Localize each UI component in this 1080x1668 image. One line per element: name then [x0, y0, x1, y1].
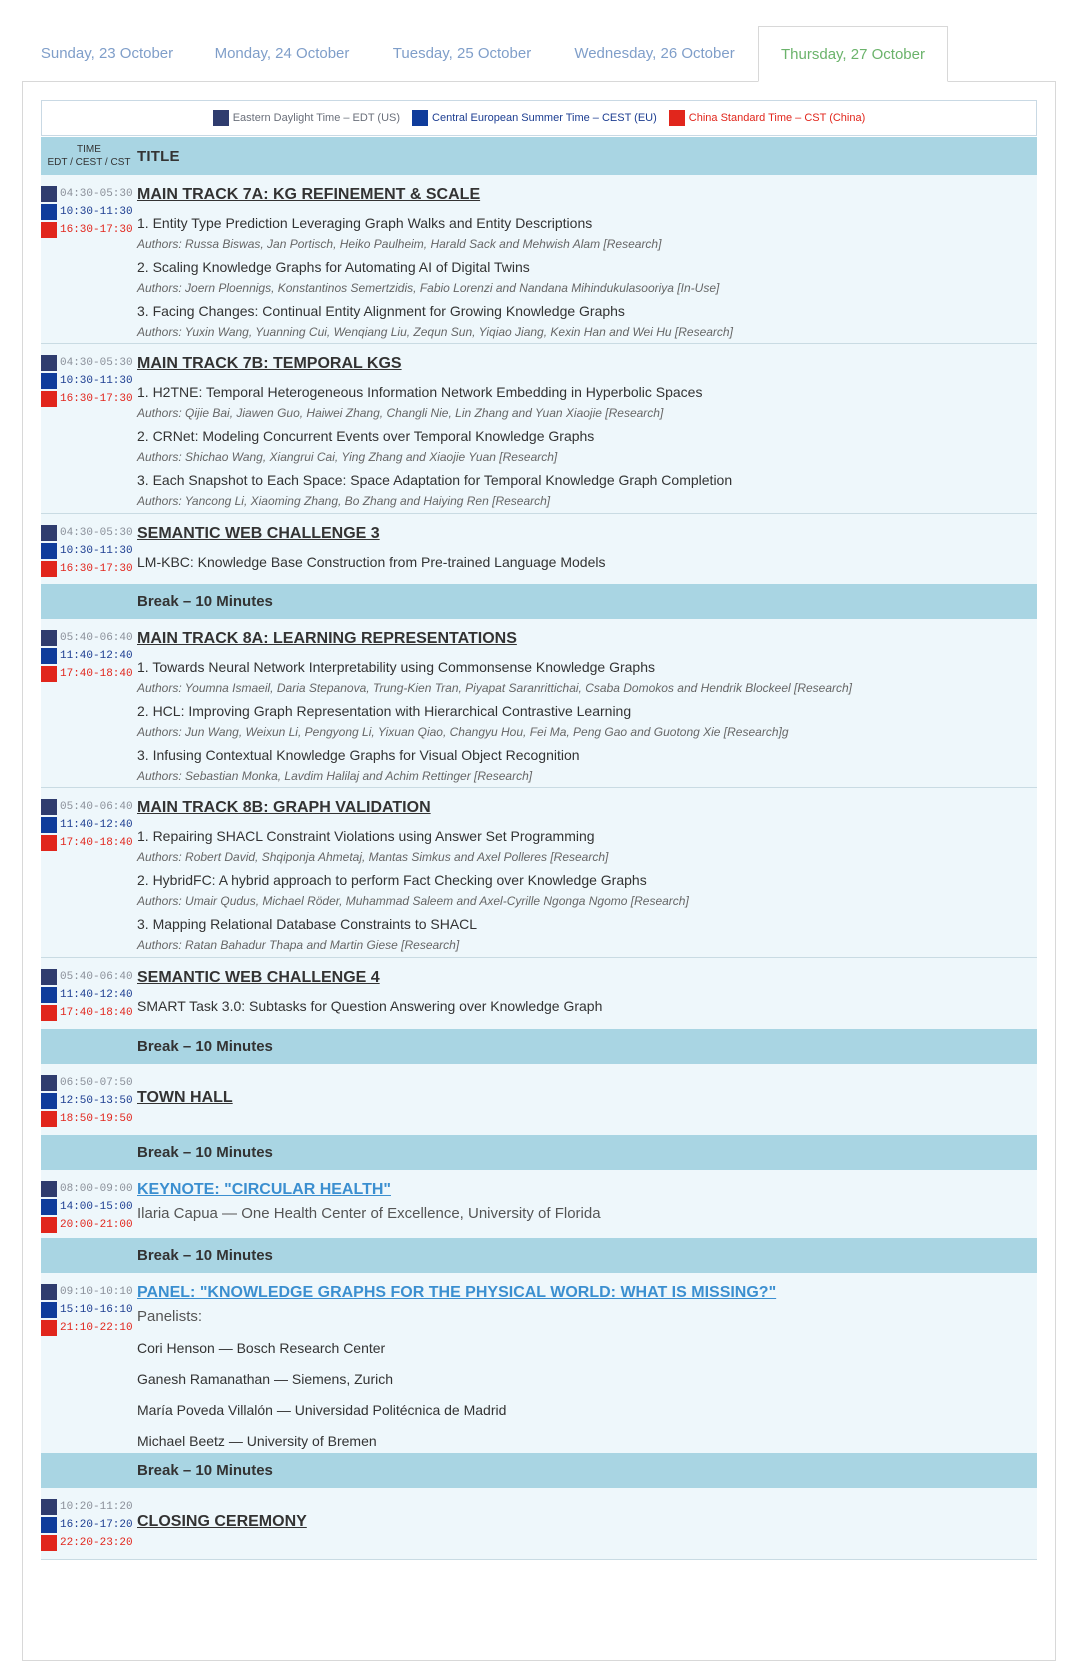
session-times [41, 1488, 137, 1559]
cst-time: 17:40-18:40 [60, 668, 133, 680]
schedule-panel [22, 81, 1056, 1661]
paper-authors: Authors: Jun Wang, Weixun Li, Pengyong Li, Yixuan Qiao, Changyu Hou, Fei Ma, Peng Gao and Guotong Xie [Research]g [137, 725, 789, 739]
cst-swatch [41, 666, 57, 682]
paper-title: 2. HCL: Improving Graph Representation with Hierarchical Contrastive Learning [137, 703, 632, 719]
cst-time: 16:30-17:30 [60, 224, 133, 236]
day-tabs [22, 26, 1056, 82]
session-row [41, 788, 1037, 958]
cst-time: 20:00-21:00 [60, 1219, 133, 1231]
paper-authors: Authors: Shichao Wang, Xiangrui Cai, Ying Zhang and Xiaojie Yuan [Research] [137, 450, 558, 464]
edt-swatch [41, 630, 57, 646]
cest-time: 11:40-12:40 [60, 989, 133, 1001]
break-row: Break – 10 Minutes [41, 1238, 1037, 1273]
edt-time: 05:40-06:40 [60, 632, 133, 644]
paper-authors: Authors: Robert David, Shqiponja Ahmetaj, Mantas Simkus and Axel Polleres [Research] [137, 850, 609, 864]
panel-link[interactable]: PANEL: "KNOWLEDGE GRAPHS FOR THE PHYSICAL WORLD: WHAT IS MISSING?" [137, 1284, 777, 1301]
edt-swatch [41, 1075, 57, 1091]
keynote-speaker: Ilaria Capua — One Health Center of Excellence, University of Florida [137, 1205, 601, 1222]
cst-time: 17:40-18:40 [60, 1007, 133, 1019]
cst-time: 17:40-18:40 [60, 837, 133, 849]
keynote-link[interactable]: KEYNOTE: "CIRCULAR HEALTH" [137, 1181, 391, 1198]
cst-swatch [41, 1217, 57, 1233]
break-row: Break – 10 Minutes [41, 1135, 1037, 1170]
session-title-8a[interactable]: MAIN TRACK 8A: LEARNING REPRESENTATIONS [137, 630, 517, 647]
cst-time: 16:30-17:30 [60, 563, 133, 575]
session-times [41, 958, 137, 1029]
session-row [41, 514, 1037, 584]
cst-swatch [41, 222, 57, 238]
paper-title: 1. Towards Neural Network Interpretability using Commonsense Knowledge Graphs [137, 659, 655, 675]
tab-thursday[interactable]: Thursday, 27 October [758, 26, 948, 82]
paper-title: 1. Entity Type Prediction Leveraging Graph Walks and Entity Descriptions [137, 215, 593, 231]
session-row [41, 1064, 1037, 1135]
session-title-closing[interactable]: CLOSING CEREMONY [137, 1513, 307, 1530]
session-times [41, 1170, 137, 1238]
session-title-townhall[interactable]: TOWN HALL [137, 1089, 233, 1106]
legend-edt: Eastern Daylight Time – EDT (US) [213, 110, 400, 126]
paper-authors: Authors: Sebastian Monka, Lavdim Halilaj and Achim Rettinger [Research] [137, 769, 533, 783]
cest-swatch [41, 373, 57, 389]
cest-time: 10:30-11:30 [60, 206, 133, 218]
paper-authors: Authors: Joern Ploennigs, Konstantinos Semertzidis, Fabio Lorenzi and Nandana Mihindukulasooriya [In-Use] [137, 281, 720, 295]
paper-title: 3. Facing Changes: Continual Entity Alignment for Growing Knowledge Graphs [137, 303, 625, 319]
cst-swatch [41, 1005, 57, 1021]
timezone-legend [41, 100, 1037, 136]
session-title-swc4[interactable]: SEMANTIC WEB CHALLENGE 4 [137, 969, 380, 986]
paper-authors: Authors: Russa Biswas, Jan Portisch, Heiko Paulheim, Harald Sack and Mehwish Alam [Research] [137, 237, 662, 251]
tab-tuesday[interactable]: Tuesday, 25 October [392, 45, 532, 62]
cst-swatch [41, 561, 57, 577]
cst-time: 18:50-19:50 [60, 1113, 133, 1125]
session-title-swc3[interactable]: SEMANTIC WEB CHALLENGE 3 [137, 525, 380, 542]
cst-time: 21:10-22:10 [60, 1322, 133, 1334]
cst-time: 16:30-17:30 [60, 393, 133, 405]
cest-swatch [41, 817, 57, 833]
cest-swatch [41, 987, 57, 1003]
edt-time: 04:30-05:30 [60, 357, 133, 369]
cest-swatch [41, 204, 57, 220]
paper-title: 3. Mapping Relational Database Constraints to SHACL [137, 916, 478, 932]
paper-authors: Authors: Yancong Li, Xiaoming Zhang, Bo Zhang and Haiying Ren [Research] [137, 494, 551, 508]
session-times [41, 344, 137, 513]
edt-time: 05:40-06:40 [60, 801, 133, 813]
paper-authors: Authors: Yuxin Wang, Yuanning Cui, Wenqiang Liu, Zequn Sun, Yiqiao Jiang, Kexin Han and Wei Hu [Research] [137, 325, 733, 339]
tab-wednesday[interactable]: Wednesday, 26 October [574, 45, 735, 62]
tab-sunday[interactable]: Sunday, 23 October [40, 45, 174, 62]
session-times [41, 1273, 137, 1453]
paper-authors: Authors: Youmna Ismaeil, Daria Stepanova, Trung-Kien Tran, Piyapat Saranrittichai, Csaba Domokos and Hendrik Blockeel [Research] [137, 681, 853, 695]
paper-title: 1. Repairing SHACL Constraint Violations using Answer Set Programming [137, 828, 595, 844]
session-row [41, 175, 1037, 344]
panelist: Cori Henson — Bosch Research Center [137, 1340, 386, 1356]
paper-title: 3. Infusing Contextual Knowledge Graphs for Visual Object Recognition [137, 747, 580, 763]
cst-swatch [41, 1320, 57, 1336]
session-times [41, 1064, 137, 1135]
session-title-7a[interactable]: MAIN TRACK 7A: KG REFINEMENT & SCALE [137, 186, 481, 203]
cest-time: 12:50-13:50 [60, 1095, 133, 1107]
table-header [41, 137, 1037, 175]
cest-swatch [41, 543, 57, 559]
cst-swatch [669, 110, 685, 126]
edt-time: 06:50-07:50 [60, 1077, 133, 1089]
session-times [41, 788, 137, 957]
session-times [41, 514, 137, 584]
panelist: María Poveda Villalón — Universidad Politécnica de Madrid [137, 1402, 507, 1418]
cst-swatch [41, 835, 57, 851]
legend-cest: Central European Summer Time – CEST (EU) [412, 110, 657, 126]
edt-swatch [41, 969, 57, 985]
paper-title: 1. H2TNE: Temporal Heterogeneous Information Network Embedding in Hyperbolic Spaces [137, 384, 703, 400]
edt-swatch [41, 1499, 57, 1515]
edt-time: 09:10-10:10 [60, 1286, 133, 1298]
session-row [41, 958, 1037, 1029]
cest-time: 14:00-15:00 [60, 1201, 133, 1213]
cest-time: 11:40-12:40 [60, 650, 133, 662]
edt-swatch [41, 1284, 57, 1300]
paper-authors: Authors: Qijie Bai, Jiawen Guo, Haiwei Zhang, Changli Nie, Lin Zhang and Yuan Xiaojie [Research] [137, 406, 664, 420]
edt-swatch [41, 186, 57, 202]
cest-time: 10:30-11:30 [60, 545, 133, 557]
cest-swatch [41, 1199, 57, 1215]
session-times [41, 175, 137, 343]
paper-title: 2. Scaling Knowledge Graphs for Automating AI of Digital Twins [137, 259, 530, 275]
session-times [41, 619, 137, 787]
paper-title: 2. HybridFC: A hybrid approach to perform Fact Checking over Knowledge Graphs [137, 872, 647, 888]
cest-time: 11:40-12:40 [60, 819, 133, 831]
cest-swatch [412, 110, 428, 126]
cest-time: 10:30-11:30 [60, 375, 133, 387]
paper-authors: Authors: Ratan Bahadur Thapa and Martin Giese [Research] [137, 938, 460, 952]
title-column-header: TITLE [137, 147, 180, 165]
session-row [41, 344, 1037, 514]
paper-title: 2. CRNet: Modeling Concurrent Events over Temporal Knowledge Graphs [137, 428, 595, 444]
break-row: Break – 10 Minutes [41, 584, 1037, 619]
edt-time: 10:20-11:20 [60, 1501, 133, 1513]
break-row: Break – 10 Minutes [41, 1453, 1037, 1488]
panelist: Michael Beetz — University of Bremen [137, 1433, 377, 1449]
session-title-7b[interactable]: MAIN TRACK 7B: TEMPORAL KGS [137, 355, 402, 372]
edt-swatch [213, 110, 229, 126]
edt-time: 08:00-09:00 [60, 1183, 133, 1195]
session-description: SMART Task 3.0: Subtasks for Question Answering over Knowledge Graph [137, 998, 603, 1014]
session-row [41, 1488, 1037, 1560]
cest-time: 15:10-16:10 [60, 1304, 133, 1316]
edt-swatch [41, 799, 57, 815]
edt-time: 04:30-05:30 [60, 527, 133, 539]
cest-swatch [41, 1302, 57, 1318]
session-description: LM-KBC: Knowledge Base Construction from Pre-trained Language Models [137, 554, 606, 570]
edt-swatch [41, 525, 57, 541]
cest-swatch [41, 648, 57, 664]
cst-swatch [41, 1111, 57, 1127]
paper-title: 3. Each Snapshot to Each Space: Space Adaptation for Temporal Knowledge Graph Completion [137, 472, 733, 488]
panelist: Ganesh Ramanathan — Siemens, Zurich [137, 1371, 394, 1387]
session-row [41, 619, 1037, 788]
cest-swatch [41, 1517, 57, 1533]
session-row [41, 1273, 1037, 1453]
cest-time: 16:20-17:20 [60, 1519, 133, 1531]
edt-time: 05:40-06:40 [60, 971, 133, 983]
panelists-label: Panelists: [137, 1308, 203, 1325]
legend-cst: China Standard Time – CST (China) [669, 110, 866, 126]
edt-swatch [41, 355, 57, 371]
break-row: Break – 10 Minutes [41, 1029, 1037, 1064]
cest-swatch [41, 1093, 57, 1109]
edt-time: 04:30-05:30 [60, 188, 133, 200]
cst-swatch [41, 391, 57, 407]
tab-monday[interactable]: Monday, 24 October [214, 45, 350, 62]
edt-swatch [41, 1181, 57, 1197]
session-row [41, 1170, 1037, 1238]
cst-time: 22:20-23:20 [60, 1537, 133, 1549]
cst-swatch [41, 1535, 57, 1551]
time-column-header: TIME EDT / CEST / CST [47, 144, 131, 168]
paper-authors: Authors: Umair Qudus, Michael Röder, Muhammad Saleem and Axel-Cyrille Ngonga Ngomo [Research] [137, 894, 689, 908]
session-title-8b[interactable]: MAIN TRACK 8B: GRAPH VALIDATION [137, 799, 431, 816]
